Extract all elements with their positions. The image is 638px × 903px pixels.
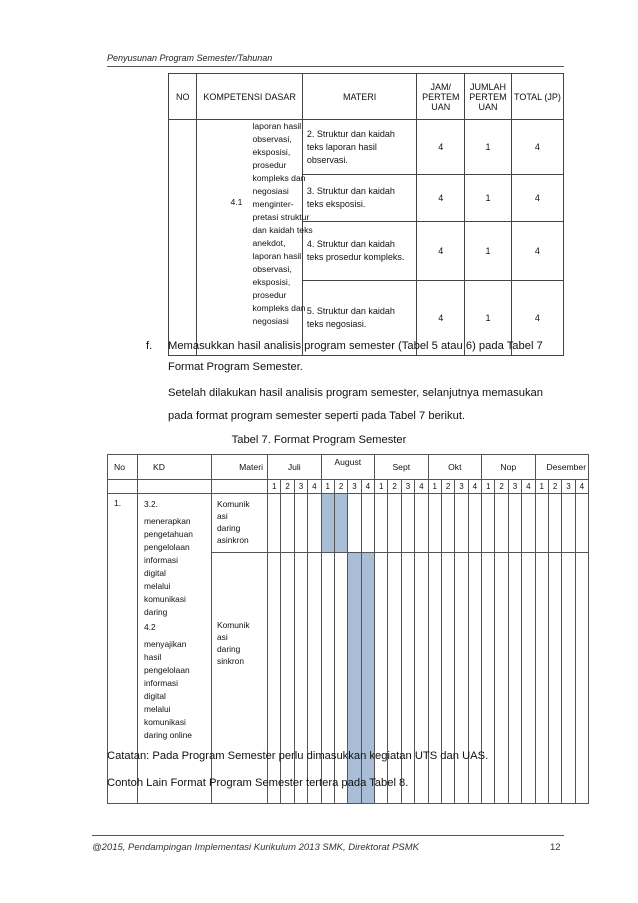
materi-number: 3. <box>306 186 315 196</box>
table-row <box>169 120 564 175</box>
total-cell: 4 <box>511 175 563 222</box>
col-materi: MATERI <box>302 74 417 120</box>
schedule-cell <box>401 494 414 553</box>
kd-cell <box>197 120 313 356</box>
schedule-cell <box>441 494 454 553</box>
schedule-cell <box>535 553 548 804</box>
materi-line: asi <box>217 511 228 521</box>
schedule-cell <box>415 494 428 553</box>
materi-cell <box>212 553 268 804</box>
materi-text: Struktur dan kaidah teks prosedur kompleks. <box>306 239 405 262</box>
week-cell: 1 <box>535 480 548 494</box>
blank-cell <box>212 480 268 494</box>
schedule-cell <box>321 553 334 804</box>
jam-cell: 4 <box>417 222 465 281</box>
week-cell: 2 <box>281 480 294 494</box>
week-cell: 2 <box>334 480 347 494</box>
week-cell: 2 <box>548 480 561 494</box>
list-marker: f. <box>146 340 153 352</box>
schedule-cell <box>294 553 307 804</box>
materi-number: 5. <box>306 306 315 316</box>
schedule-cell <box>308 494 321 553</box>
week-cell: 1 <box>482 480 495 494</box>
col-total: TOTAL (JP) <box>511 74 563 120</box>
schedule-cell <box>562 553 575 804</box>
kd-line: komunikasi <box>144 594 186 604</box>
schedule-cell-filled <box>361 553 374 804</box>
schedule-cell <box>482 553 495 804</box>
schedule-cell <box>508 494 521 553</box>
kd-line: daring online <box>144 730 192 740</box>
week-cell: 4 <box>415 480 428 494</box>
schedule-cell <box>375 494 388 553</box>
kd-line: 4.2 <box>144 622 156 632</box>
schedule-cell <box>281 494 294 553</box>
schedule-cell <box>522 494 535 553</box>
materi-cell <box>302 175 417 222</box>
paragraph-line: Format Program Semester. <box>168 361 303 373</box>
col-kd: KOMPETENSI DASAR <box>197 74 302 120</box>
week-cell: 2 <box>441 480 454 494</box>
paragraph-line: pada format program semester seperti pada Tabel 7 berikut. <box>168 410 466 422</box>
running-header: Penyusunan Program Semester/Tahunan <box>107 53 273 63</box>
col-no: No <box>108 455 138 480</box>
schedule-cell <box>348 494 361 553</box>
schedule-cell <box>495 553 508 804</box>
week-row <box>108 480 589 494</box>
footer-text: @2015, Pendampingan Implementasi Kurikulum 2013 SMK, Direktorat PSMK <box>92 842 419 853</box>
schedule-cell-filled <box>321 494 334 553</box>
schedule-cell <box>522 553 535 804</box>
week-cell: 2 <box>495 480 508 494</box>
schedule-cell <box>361 494 374 553</box>
week-cell: 2 <box>388 480 401 494</box>
week-cell: 1 <box>268 480 281 494</box>
week-cell: 3 <box>562 480 575 494</box>
week-cell: 3 <box>455 480 468 494</box>
table-header-row <box>108 455 589 480</box>
total-cell: 4 <box>511 281 563 356</box>
blank-cell <box>138 480 212 494</box>
kd-number: 4.1 <box>230 197 243 207</box>
jumlah-cell: 1 <box>465 175 512 222</box>
kd-line: digital <box>144 568 166 578</box>
schedule-cell <box>455 553 468 804</box>
col-no: NO <box>169 74 197 120</box>
no-cell <box>169 120 197 356</box>
week-cell: 3 <box>401 480 414 494</box>
materi-line: daring <box>217 523 241 533</box>
col-kd: KD <box>138 455 212 480</box>
materi-cell <box>212 494 268 553</box>
table-row <box>108 494 589 553</box>
schedule-cell <box>294 494 307 553</box>
schedule-cell <box>548 553 561 804</box>
kd-line: komunikasi <box>144 717 186 727</box>
schedule-cell <box>495 494 508 553</box>
materi-number: 2. <box>306 128 315 139</box>
schedule-cell <box>334 553 347 804</box>
week-cell: 1 <box>375 480 388 494</box>
col-jumlah: JUMLAH PERTEM UAN <box>465 74 512 120</box>
kd-text-bottom: menginter- pretasi struktur dan kaidah teks anekdot, laporan hasil observasi, eksposisi, prosedur kompleks dan negosiasi <box>252 199 313 326</box>
note-catatan: Catatan: Pada Program Semester perlu dimasukkan kegiatan UTS dan UAS. <box>107 750 489 762</box>
week-cell: 4 <box>468 480 481 494</box>
schedule-cell <box>401 553 414 804</box>
month-okt: Okt <box>428 455 482 480</box>
kd-line: menyajikan <box>144 639 187 649</box>
schedule-cell <box>575 553 588 804</box>
jam-cell: 4 <box>417 281 465 356</box>
schedule-cell <box>575 494 588 553</box>
kd-line: informasi <box>144 555 178 565</box>
table-caption: Tabel 7. Format Program Semester <box>231 434 407 446</box>
col-materi: Materi <box>212 455 268 480</box>
kd-line: pengetahuan <box>144 529 193 539</box>
month-august: August <box>321 455 375 480</box>
paragraph-line: Setelah dilakukan hasil analisis program semester, selanjutnya memasukan <box>168 387 543 399</box>
week-cell: 1 <box>428 480 441 494</box>
paragraph-line: Memasukkan hasil analisis program semester (Tabel 5 atau 6) pada Tabel 7 <box>168 340 543 352</box>
materi-cell <box>302 222 417 281</box>
month-sept: Sept <box>375 455 429 480</box>
jumlah-cell: 1 <box>465 281 512 356</box>
schedule-cell <box>268 494 281 553</box>
schedule-cell <box>375 553 388 804</box>
kd-line: melalui <box>144 581 171 591</box>
note-contoh: Contoh Lain Format Program Semester tertera pada Tabel 8. <box>107 777 409 789</box>
schedule-cell <box>468 553 481 804</box>
schedule-cell <box>482 494 495 553</box>
table-header-row <box>169 74 564 120</box>
schedule-cell <box>388 553 401 804</box>
schedule-cell-filled <box>334 494 347 553</box>
week-cell: 3 <box>348 480 361 494</box>
materi-line: asi <box>217 632 228 642</box>
kd-line: digital <box>144 691 166 701</box>
schedule-cell <box>428 553 441 804</box>
materi-text: Struktur dan kaidah teks negosiasi. <box>306 306 395 329</box>
week-cell: 1 <box>321 480 334 494</box>
materi-line: asinkron <box>217 535 249 545</box>
kd-line: 3.2. <box>144 499 158 509</box>
schedule-cell <box>548 494 561 553</box>
month-juli: Juli <box>268 455 322 480</box>
jam-cell: 4 <box>417 175 465 222</box>
materi-line: Komunik <box>217 499 250 509</box>
week-cell: 3 <box>294 480 307 494</box>
schedule-cell <box>562 494 575 553</box>
header-divider <box>107 66 564 67</box>
blank-cell <box>108 480 138 494</box>
month-desember: Desember <box>535 455 589 480</box>
schedule-cell-filled <box>348 553 361 804</box>
kd-line: pengelolaan <box>144 542 190 552</box>
materi-line: sinkron <box>217 656 244 666</box>
footer-divider <box>92 835 564 836</box>
materi-text: Struktur dan kaidah teks eksposisi. <box>306 186 395 209</box>
materi-line: daring <box>217 644 241 654</box>
kd-line: pengelolaan <box>144 665 190 675</box>
schedule-cell <box>308 553 321 804</box>
week-cell: 4 <box>308 480 321 494</box>
week-cell: 4 <box>522 480 535 494</box>
schedule-cell <box>508 553 521 804</box>
jumlah-cell: 1 <box>465 120 512 175</box>
kd-line: menerapkan <box>144 516 191 526</box>
schedule-cell <box>388 494 401 553</box>
materi-number: 4. <box>306 239 315 249</box>
kd-line: informasi <box>144 678 178 688</box>
week-cell: 4 <box>361 480 374 494</box>
schedule-cell <box>281 553 294 804</box>
month-nop: Nop <box>482 455 536 480</box>
row-number: 1. <box>108 494 138 804</box>
kd-text-top: laporan hasil observasi, eksposisi, prosedur kompleks dan negosiasi <box>252 121 306 196</box>
page-number: 12 <box>550 842 561 853</box>
col-jam: JAM/ PERTEM UAN <box>417 74 465 120</box>
schedule-cell <box>441 553 454 804</box>
table-materi <box>168 73 564 356</box>
materi-cell <box>302 120 417 175</box>
schedule-cell <box>535 494 548 553</box>
kd-line: daring <box>144 607 168 617</box>
schedule-cell <box>428 494 441 553</box>
schedule-cell <box>468 494 481 553</box>
schedule-cell <box>455 494 468 553</box>
schedule-cell <box>268 553 281 804</box>
schedule-cell <box>415 553 428 804</box>
week-cell: 3 <box>508 480 521 494</box>
kd-line: melalui <box>144 704 171 714</box>
materi-line: Komunik <box>217 620 250 630</box>
jumlah-cell: 1 <box>465 222 512 281</box>
total-cell: 4 <box>511 120 563 175</box>
materi-text: Struktur dan kaidah teks laporan hasil observasi. <box>306 128 395 165</box>
week-cell: 4 <box>575 480 588 494</box>
jam-cell: 4 <box>417 120 465 175</box>
total-cell: 4 <box>511 222 563 281</box>
kd-line: hasil <box>144 652 162 662</box>
